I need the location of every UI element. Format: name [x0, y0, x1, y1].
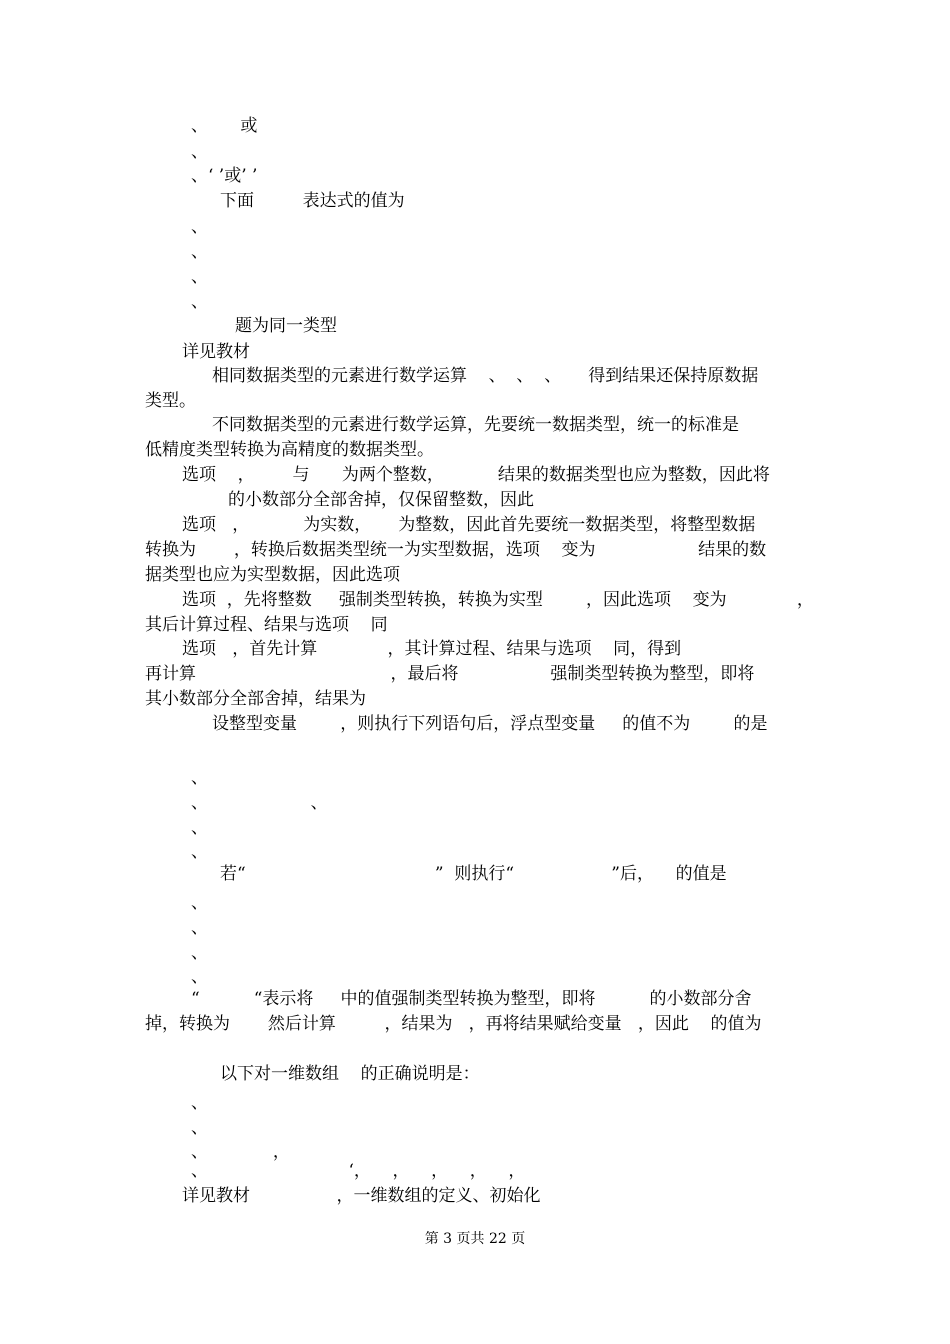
text-line: 下面 表达式的值为 — [220, 191, 405, 211]
text-line: 、‘ ’或’ ’ — [191, 166, 258, 186]
text-line: 选项 ，首先计算 ，其计算过程、结果与选项 同，得到 — [182, 639, 682, 659]
text-line: 题为同一类型 — [235, 316, 337, 336]
text-line: 、 — [191, 768, 208, 788]
text-line: 以下对一维数组 的正确说明是： — [220, 1064, 480, 1084]
text-line: 选项 ， 与 为两个整数， 结果的数据类型也应为整数，因此将 — [182, 465, 770, 485]
text-line: 其小数部分全部舍掉，结果为 — [145, 689, 366, 709]
text-line: 若“ ” 则执行“ ”后， 的值是 — [220, 864, 727, 884]
text-line: 据类型也应为实型数据，因此选项 — [145, 565, 400, 585]
text-line: 、 — [191, 1093, 208, 1113]
text-line: 详见教材 ，一维数组的定义、初始化 — [182, 1186, 541, 1206]
text-line: 低精度类型转换为高精度的数据类型。 — [145, 440, 434, 460]
text-line: 选项 ，先将整数 强制类型转换，转换为实型 ，因此选项 变为 ， — [182, 590, 814, 610]
text-line: 选项 ， 为实数， 为整数，因此首先要统一数据类型，将整型数据 — [182, 515, 756, 535]
text-line: 、 — [191, 267, 208, 287]
text-line: 、 — [191, 242, 208, 262]
text-line: “ “表示将 中的值强制类型转换为整型，即将 的小数部分舍 — [191, 989, 752, 1009]
text-line: 设整型变量 ，则执行下列语句后，浮点型变量 的值不为 的是 — [212, 714, 768, 734]
text-line: 、 — [191, 967, 208, 987]
text-line: 、 — [191, 818, 208, 838]
text-line: 转换为 ，转换后数据类型统一为实型数据，选项 变为 结果的数 — [145, 540, 767, 560]
text-line: 其后计算过程、结果与选项 同 — [145, 615, 388, 635]
text-line: 再计算 ，最后将 强制类型转换为整型，即将 — [145, 664, 755, 684]
text-line: 相同数据类型的元素进行数学运算 、 、 、 得到结果还保持原数据 — [212, 366, 759, 386]
text-line: 、 — [191, 292, 208, 312]
text-line: 、 、 — [191, 793, 328, 813]
text-line: 、 — [191, 918, 208, 938]
text-line: 、 — [191, 893, 208, 913]
text-line: 的小数部分全部舍掉，仅保留整数，因此 — [228, 490, 534, 510]
text-line: 、 — [191, 1118, 208, 1138]
text-line: 、 ‘， ， ， ， ， — [191, 1161, 526, 1181]
text-line: 、 — [191, 943, 208, 963]
text-line: 、 — [191, 142, 208, 162]
text-line: 掉，转换为 然后计算 ，结果为 ，再将结果赋给变量 ，因此 的值为 — [145, 1014, 762, 1034]
text-line: 、 或 — [191, 116, 258, 136]
text-line: 详见教材 — [182, 342, 250, 362]
text-line: 不同数据类型的元素进行数学运算，先要统一数据类型，统一的标准是 — [212, 415, 739, 435]
text-line: 、 — [191, 842, 208, 862]
page-footer: 第 3 页共 22 页 — [424, 1231, 526, 1247]
text-line: 、 ， — [191, 1142, 290, 1162]
text-line: 、 — [191, 217, 208, 237]
text-line: 类型。 — [145, 391, 196, 411]
